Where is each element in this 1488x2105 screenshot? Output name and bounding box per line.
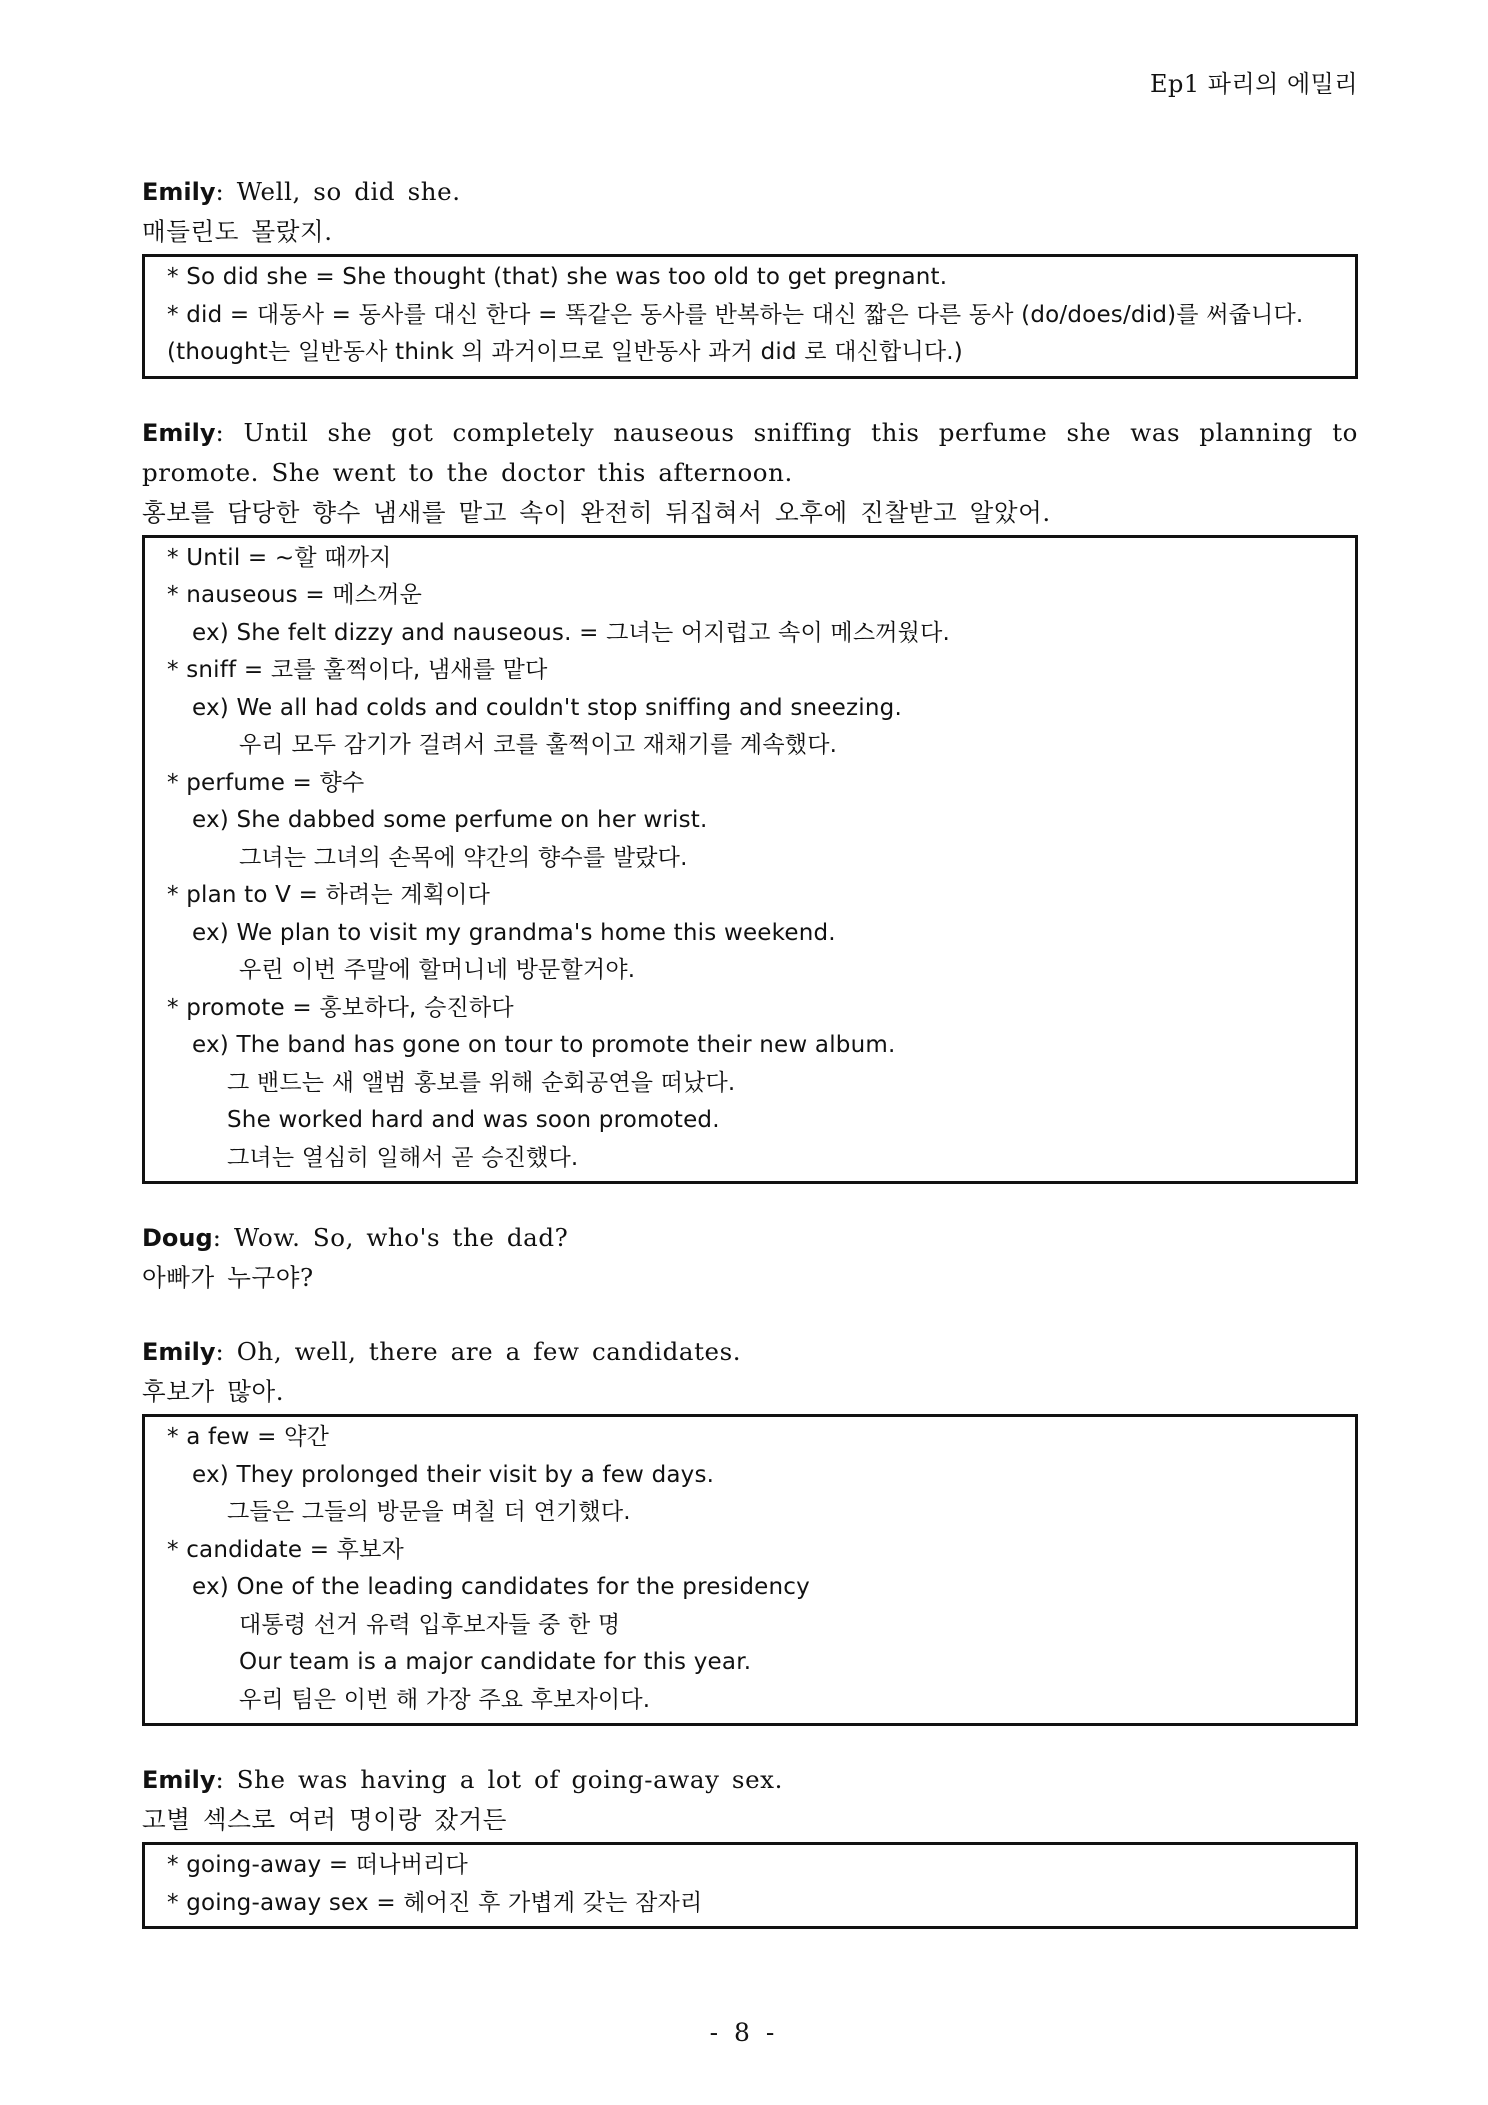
dialogue-line [142, 413, 1358, 493]
note-example: ex) One of the leading candidates for the presidency [192, 1574, 810, 1600]
note-line: * nauseous = 메스꺼운 [167, 582, 422, 608]
dialogue-block [142, 1332, 1358, 1726]
vocabulary-note-box [142, 535, 1358, 1185]
note-example-translation: 우리 모두 감기가 걸려서 코를 훌쩍이고 재채기를 계속했다. [239, 732, 838, 758]
note-example: ex) We plan to visit my grandma's home this weekend. [192, 919, 836, 946]
note-example: She worked hard and was soon promoted. [227, 1107, 720, 1133]
speaker-name: Emily [142, 418, 216, 447]
note-line: * a few = 약간 [167, 1424, 330, 1450]
dialogue-line [142, 1760, 1358, 1800]
speaker-name: Doug [142, 1224, 213, 1252]
korean-translation: 후보가 많아. [142, 1377, 285, 1406]
note-line: * So did she = She thought (that) she was too old to get pregnant. [167, 264, 948, 290]
english-line: Wow. So, who's the dad? [233, 1223, 569, 1252]
speaker-separator: : [212, 1223, 222, 1252]
korean-translation: 아빠가 누구야? [142, 1263, 314, 1292]
dialogue-line [142, 172, 1358, 212]
english-line: Oh, well, there are a few candidates. [236, 1337, 742, 1366]
note-example-translation: 그녀는 열심히 일해서 곧 승진했다. [227, 1144, 579, 1171]
korean-translation: 매들린도 몰랐지. [142, 217, 333, 246]
page-header: Ep1 파리의 에밀리 [1149, 70, 1358, 98]
note-example-translation: 그 밴드는 새 앨범 홍보를 위해 순회공연을 떠났다. [227, 1069, 736, 1096]
english-line: Until she got completely nauseous sniffing this perfume she was planning to promote. She went to the doctor this afternoon. [142, 417, 1359, 487]
note-line: * Until = ~할 때까지 [167, 544, 392, 571]
note-example-translation: 대통령 선거 유력 입후보자들 중 한 명 [239, 1611, 621, 1638]
dialogue-block [142, 172, 1358, 379]
note-line: * did = 대동사 = 동사를 대신 한다 = 똑같은 동사를 반복하는 대신 짧은 다른 동사 (do/does/did)를 써줍니다. [167, 301, 1304, 328]
note-line: * candidate = 후보자 [167, 1536, 404, 1563]
note-line: * going-away sex = 헤어진 후 가볍게 갖는 잠자리 [167, 1889, 703, 1916]
speaker-separator: : [215, 177, 225, 206]
speaker-separator: : [215, 1337, 225, 1366]
note-example: ex) They prolonged their visit by a few days. [192, 1461, 715, 1488]
english-line: Well, so did she. [236, 177, 461, 206]
note-example-translation: 그녀는 그녀의 손목에 약간의 향수를 발랐다. [239, 844, 688, 871]
note-line: * plan to V = 하려는 계획이다 [167, 882, 491, 908]
speaker-name: Emily [142, 1338, 216, 1366]
page-content [142, 172, 1358, 1947]
dialogue-line [142, 1332, 1358, 1372]
vocabulary-note-box [142, 1842, 1358, 1929]
note-example: ex) We all had colds and couldn't stop sniffing and sneezing. [192, 694, 902, 721]
dialogue-block [142, 1760, 1358, 1929]
english-line: She was having a lot of going-away sex. [236, 1765, 783, 1794]
vocabulary-note-box [142, 1414, 1358, 1726]
note-line: * going-away = 떠나버리다 [167, 1852, 468, 1878]
note-example-translation: 우린 이번 주말에 할머니네 방문할거야. [239, 957, 636, 983]
dialogue-block [142, 413, 1358, 1185]
speaker-name: Emily [142, 1766, 216, 1794]
korean-translation: 고별 섹스로 여러 명이랑 잤거든 [142, 1805, 508, 1834]
speaker-name: Emily [142, 178, 216, 206]
note-example-translation: 그들은 그들의 방문을 며칠 더 연기했다. [227, 1499, 631, 1525]
speaker-separator: : [215, 417, 225, 447]
note-line: * sniff = 코를 훌쩍이다, 냄새를 맡다 [167, 657, 548, 683]
korean-translation: 홍보를 담당한 향수 냄새를 맡고 속이 완전히 뒤집혀서 오후에 진찰받고 알았어. [142, 497, 1051, 527]
dialogue-block [142, 1218, 1358, 1298]
note-example: ex) She felt dizzy and nauseous. = 그녀는 어지럽고 속이 메스꺼웠다. [192, 619, 951, 646]
note-example: ex) She dabbed some perfume on her wrist. [192, 807, 708, 833]
dialogue-line [142, 1218, 1358, 1258]
note-line: * promote = 홍보하다, 승진하다 [167, 994, 514, 1021]
note-example: Our team is a major candidate for this year. [239, 1649, 752, 1675]
note-example: ex) The band has gone on tour to promote their new album. [192, 1032, 896, 1058]
note-line: (thought는 일반동사 think 의 과거이므로 일반동사 과거 did 로 대신합니다.) [167, 339, 963, 365]
note-line: * perfume = 향수 [167, 769, 365, 796]
note-example-translation: 우리 팀은 이번 해 가장 주요 후보자이다. [239, 1686, 651, 1713]
speaker-separator: : [215, 1765, 225, 1794]
vocabulary-note-box [142, 254, 1358, 379]
page-number: - 8 - [709, 2018, 779, 2047]
